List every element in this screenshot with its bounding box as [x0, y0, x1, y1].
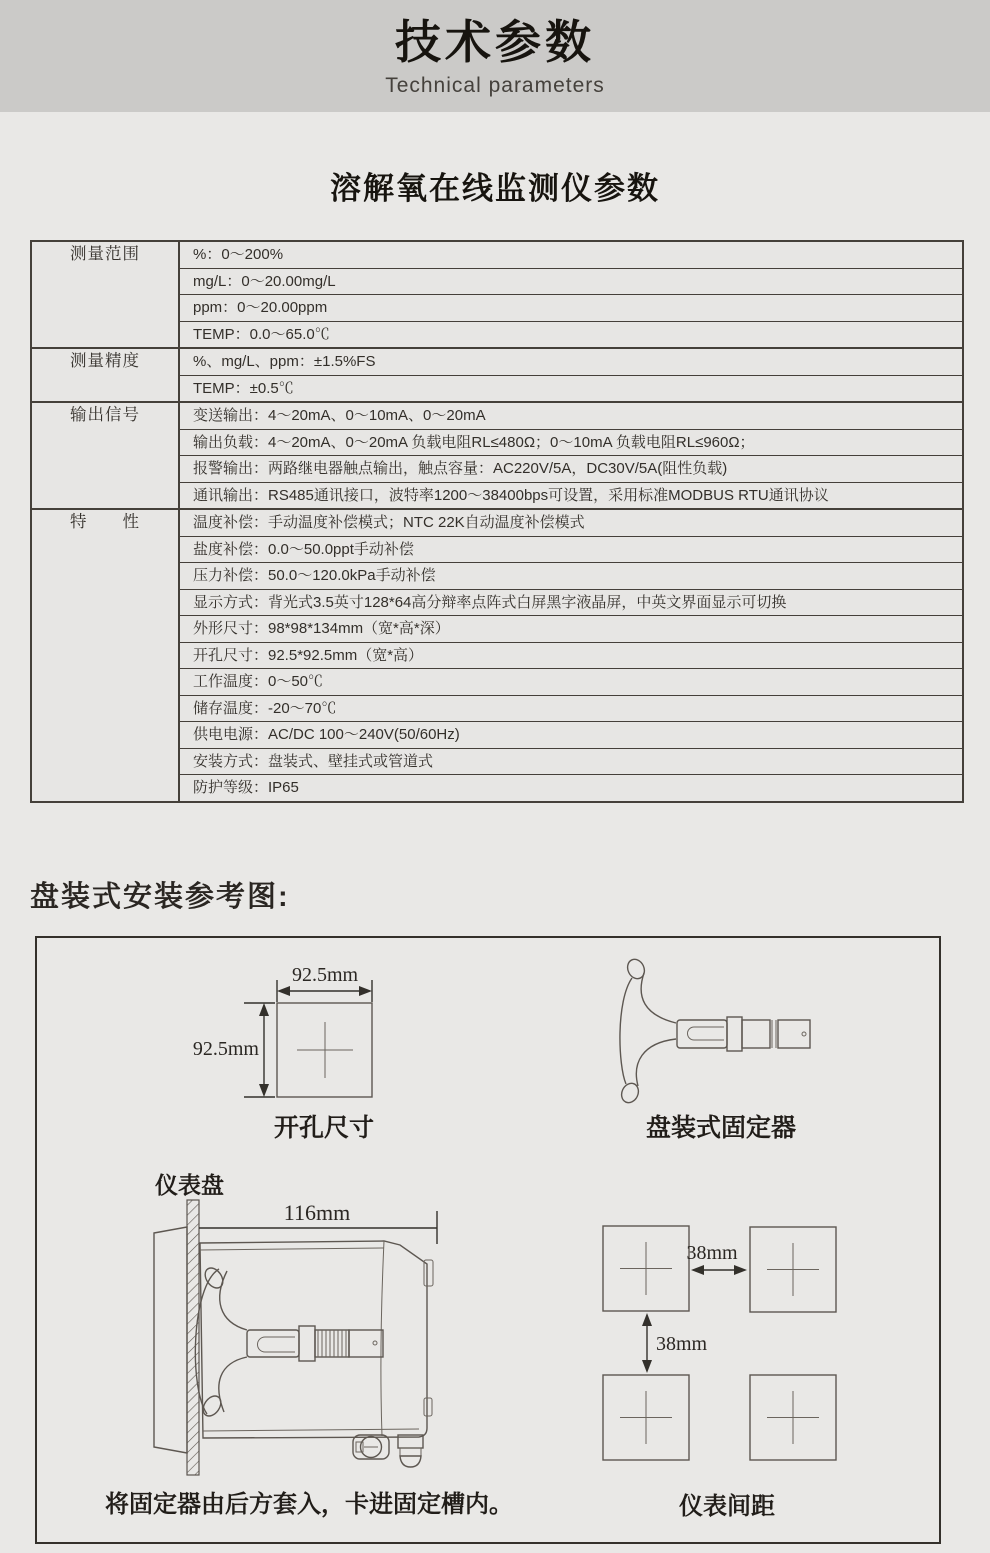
instrument-body [200, 1241, 427, 1438]
installed-collar [299, 1326, 315, 1361]
table-row: mg/L：0～20.00mg/L [180, 268, 962, 295]
table-group-output-signal [32, 401, 962, 508]
table-row: TEMP：0.0～65.0℃ [180, 321, 962, 348]
table-row: ppm：0～20.00ppm [180, 294, 962, 321]
fixer-handle-inner-top [641, 973, 676, 1023]
panel-hatched-strip [187, 1200, 199, 1475]
panel-depth-dim-label: 116mm [283, 1200, 351, 1225]
fixer-handle-top-knob [625, 957, 648, 982]
table-row: 盐度补偿：0.0～50.0ppt手动补偿 [180, 536, 962, 563]
table-row: 工作温度：0～50℃ [180, 668, 962, 695]
fixer-handle-outer [620, 978, 632, 1084]
table-group-measure-range [32, 242, 962, 347]
spec-table [30, 240, 964, 803]
knurled-band [315, 1330, 349, 1357]
table-group-accuracy [32, 347, 962, 401]
group-rows [180, 403, 962, 508]
table-row: 外形尺寸：98*98*134mm（宽*高*深） [180, 615, 962, 642]
section-title: 溶解氧在线监测仪参数 [330, 171, 660, 206]
group-rows [180, 510, 962, 801]
install-heading: 盘装式安装参考图: [30, 881, 290, 913]
group-label: 输出信号 [32, 403, 180, 508]
group-label: 特 性 [32, 510, 180, 801]
table-row: 输出负载：4～20mA、0～20mA 负载电阻RL≤480Ω；0～10mA 负载电阻RL≤960Ω； [180, 429, 962, 456]
fixer-handle-inner-bottom [636, 1039, 676, 1086]
hole-caption: 开孔尺寸 [273, 1114, 374, 1142]
hole-dimension-drawing [187, 953, 457, 1123]
instrument-bezel [154, 1227, 187, 1453]
installed-fork-housing [247, 1330, 299, 1357]
install-note: 将固定器由后方套入，卡进固定槽内。 [105, 1491, 513, 1518]
h-spacing-label: 38mm [686, 1242, 738, 1264]
table-row: 压力补偿：50.0～120.0kPa手动补偿 [180, 562, 962, 589]
table-row: 安装方式：盘装式、壁挂式或管道式 [180, 748, 962, 775]
hole-side-dim-label: 92.5mm [192, 1038, 259, 1060]
table-row: 变送输出：4～20mA、0～10mA、0～20mA [193, 407, 486, 424]
table-row: 报警输出：两路继电器触点输出，触点容量：AC220V/5A，DC30V/5A(阻性负载) [180, 455, 962, 482]
table-row: 储存温度：-20～70℃ [180, 695, 962, 722]
fixer-collar [727, 1017, 742, 1051]
group-rows [180, 242, 962, 347]
table-row: TEMP：±0.5℃ [180, 375, 962, 402]
table-row: 通讯输出：RS485通讯接口，波特率1200～38400bps可设置，采用标准MODBUS RTU通讯协议 [180, 482, 962, 509]
fixer-caption: 盘装式固定器 [645, 1114, 796, 1142]
table-row: %：0～200% [193, 246, 284, 263]
hole-top-dim-label: 92.5mm [291, 964, 359, 986]
side-clip [424, 1398, 432, 1416]
instrument-spacing-drawing [592, 1213, 892, 1483]
page-title: 技术参数 [395, 16, 595, 68]
fixer-fork-slot [688, 1027, 725, 1040]
install-diagram-box [35, 936, 941, 1544]
side-clip [424, 1260, 433, 1286]
page-subtitle-en: Technical parameters [385, 74, 605, 97]
table-row: 供电电源：AC/DC 100～240V(50/60Hz) [180, 721, 962, 748]
table-row: 显示方式：背光式3.5英寸128*64高分辩率点阵式白屏黑字液晶屏，中英文界面显示可切换 [180, 589, 962, 616]
table-row: 温度补偿：手动温度补偿模式；NTC 22K自动温度补偿模式 [193, 514, 585, 531]
fixer-drawing [592, 953, 852, 1113]
center-crosses [620, 1242, 819, 1444]
group-label: 测量精度 [32, 349, 180, 401]
spacing-caption: 仪表间距 [679, 1493, 775, 1520]
table-row: 开孔尺寸：92.5*92.5mm（宽*高） [180, 642, 962, 669]
header-band [0, 0, 990, 112]
cable-gland-body [400, 1456, 421, 1467]
panel-label: 仪表盘 [155, 1172, 224, 1198]
fixer-shaft-segment [742, 1020, 770, 1048]
table-row: 防护等级：IP65 [180, 774, 962, 801]
table-row: %、mg/L、ppm：±1.5%FS [193, 353, 376, 370]
fixer-end-cap [778, 1020, 810, 1048]
group-label: 测量范围 [32, 242, 180, 347]
group-rows [180, 349, 962, 401]
panel-mount-side-view [137, 1166, 467, 1486]
fixer-fork-housing [677, 1020, 727, 1048]
installed-shaft-end [349, 1330, 383, 1357]
v-spacing-label: 38mm [656, 1333, 708, 1355]
table-group-features [32, 508, 962, 801]
